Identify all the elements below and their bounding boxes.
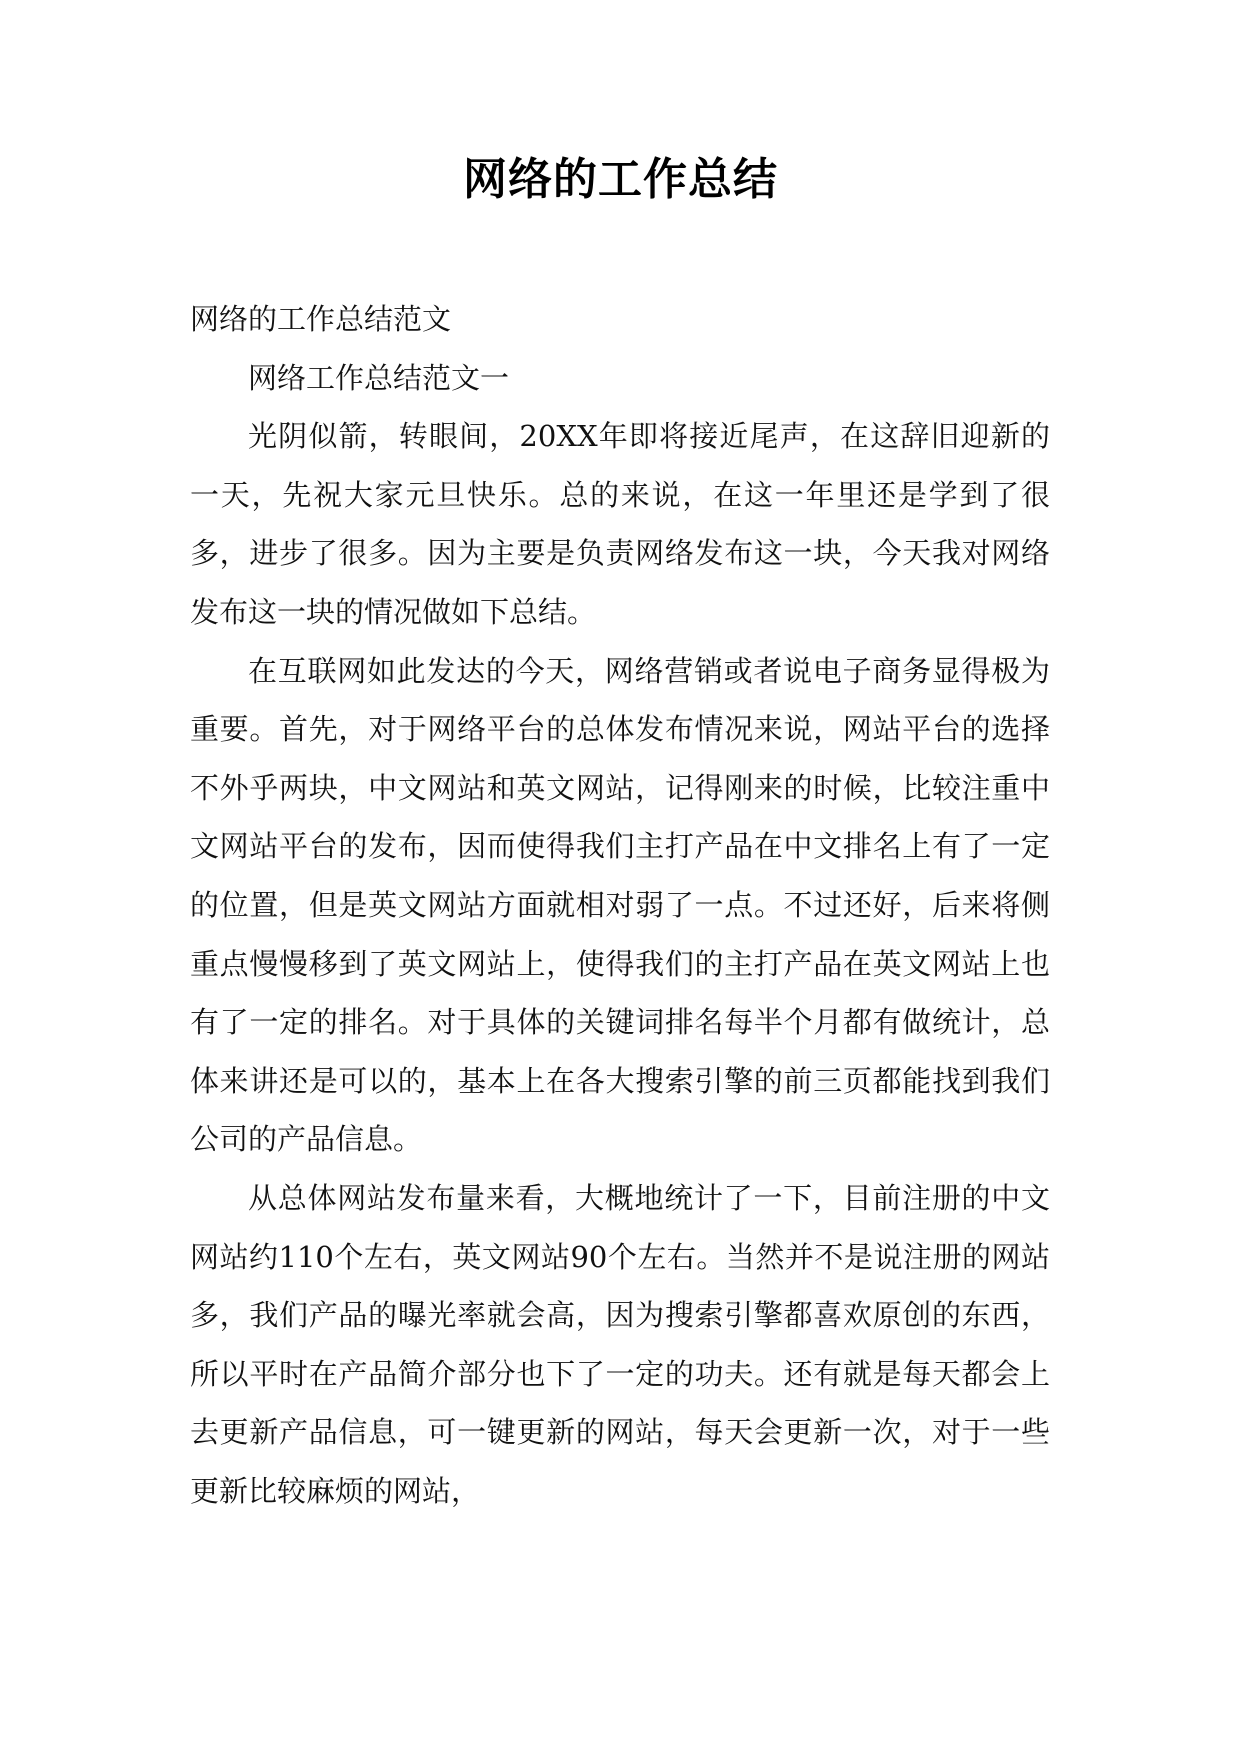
paragraph-3: 从总体网站发布量来看，大概地统计了一下，目前注册的中文网站约110个左右，英文网站90个左右。当然并不是说注册的网站多，我们产品的曝光率就会高，因为搜索引擎都喜欢原创的东西，所以平时在产品简介部分也下了一定的功夫。还有就是每天都会上去更新产品信息，可一键更新的网站，每天会更新一次，对于一些更新比较麻烦的网站， (190, 1180, 1050, 1508)
document-title: 网络的工作总结 (463, 154, 778, 205)
document-subtitle: 网络的工作总结范文 (190, 302, 452, 336)
paragraph-2: 在互联网如此发达的今天，网络营销或者说电子商务显得极为重要。首先，对于网络平台的总体发布情况来说，网站平台的选择不外乎两块，中文网站和英文网站，记得刚来的时候，比较注重中文网站平台的发布，因而使得我们主打产品在中文排名上有了一定的位置，但是英文网站方面就相对弱了一点。不过还好，后来将侧重点慢慢移到了英文网站上，使得我们的主打产品在英文网站上也有了一定的排名。对于具体的关键词排名每半个月都有做统计，总体来讲还是可以的，基本上在各大搜索引擎的前三页都能找到我们公司的产品信息。 (190, 653, 1050, 1157)
document-body (190, 290, 1050, 1520)
section-heading: 网络工作总结范文一 (248, 360, 510, 395)
paragraph-1: 光阴似箭，转眼间，20XX年即将接近尾声，在这辞旧迎新的一天，先祝大家元旦快乐。总的来说，在这一年里还是学到了很多，进步了很多。因为主要是负责网络发布这一块，今天我对网络发布这一块的情况做如下总结。 (190, 419, 1050, 629)
